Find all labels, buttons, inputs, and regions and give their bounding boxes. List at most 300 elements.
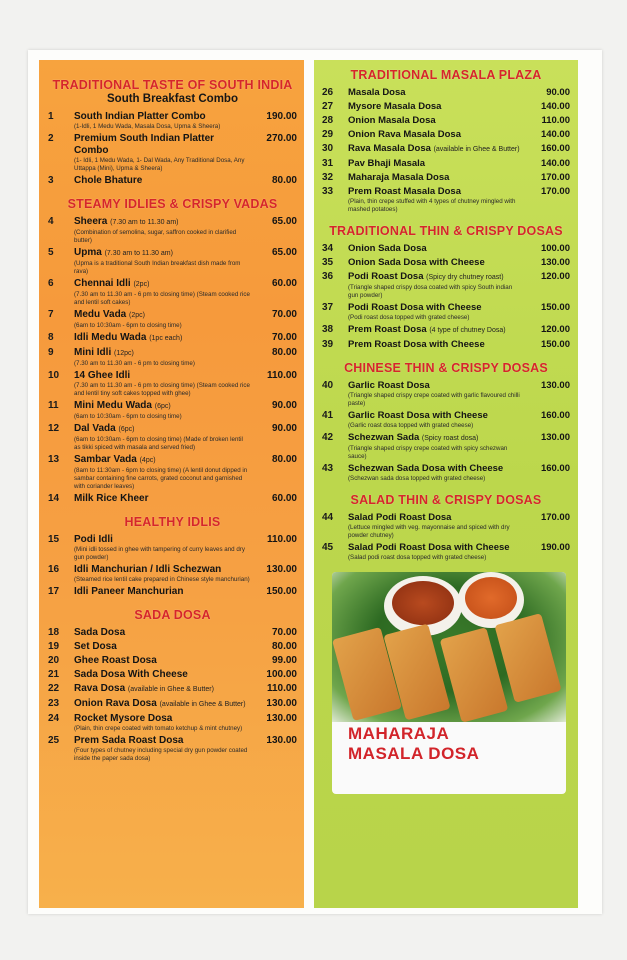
section-title: TRADITIONAL TASTE OF SOUTH INDIA: [52, 78, 293, 92]
item-name-line: [348, 115, 524, 127]
menu-item: [48, 493, 297, 505]
item-name: Chole Bhature: [74, 175, 143, 186]
item-name-line: [74, 627, 251, 639]
item-price: 80.00: [271, 454, 297, 465]
menu-item: [48, 216, 297, 245]
item-description: (Four types of chutney including special dry gun powder coated inside the paper sada dosa): [74, 747, 248, 762]
item-body: [348, 257, 524, 269]
item-number: 9: [48, 347, 54, 358]
item-body: [74, 627, 251, 639]
item-number: 41: [322, 410, 334, 421]
item-name: Sada Dosa: [74, 627, 126, 638]
item-name-line: [74, 454, 251, 467]
item-price: 130.00: [540, 257, 570, 268]
item-price: 70.00: [271, 309, 297, 320]
menu-item: [48, 247, 297, 276]
item-price: 60.00: [271, 493, 297, 504]
item-price: 110.00: [266, 370, 297, 381]
item-name-line: [74, 683, 251, 696]
item-name: Maharaja Masala Dosa: [348, 172, 450, 183]
item-name: Salad Podi Roast Dosa with Cheese: [348, 542, 510, 553]
item-body: [348, 243, 524, 255]
section-gap: [322, 216, 570, 224]
item-name: Podi Roast Dosa with Cheese: [348, 302, 482, 313]
item-description: (1- Idli, 1 Medu Wada, 1- Dal Wada, Any Traditional Dosa, Any Uttappa (Mini), Upma & Sheera): [74, 157, 245, 172]
sauce-left: [392, 581, 454, 625]
item-number: 30: [322, 143, 334, 154]
item-name: Ghee Roast Dosa: [74, 655, 157, 666]
item-tag: (7.30 am to 11.30 am): [104, 250, 173, 257]
item-description: (6am to 10:30am - 6pm to closing time) (Made of broken lentil as tikki spiced with masala and served fried): [74, 436, 243, 451]
item-number: 31: [322, 158, 334, 169]
sauce-right: [465, 577, 517, 619]
menu-item: [322, 339, 570, 351]
item-name: Onion Rava Dosa: [74, 698, 157, 709]
item-name: Prem Sada Roast Dosa: [74, 735, 184, 746]
item-number: 24: [48, 713, 60, 724]
item-body: [74, 423, 251, 452]
item-name-line: [74, 111, 251, 123]
item-name-line: [348, 542, 524, 554]
item-number: 5: [48, 247, 54, 258]
menu-item: [48, 586, 297, 598]
item-tag: (7.30 am to 11.30 am): [110, 219, 179, 226]
item-name: Schezwan Sada Dosa with Cheese: [348, 463, 504, 474]
item-number: 28: [322, 115, 334, 126]
item-name-line: [74, 735, 251, 747]
menu-item: [322, 380, 570, 408]
item-tag: (available in Ghee & Butter): [433, 146, 520, 153]
item-body: [74, 655, 251, 667]
menu-item: [48, 564, 297, 584]
item-body: [74, 216, 251, 245]
item-body: [348, 129, 524, 141]
item-number: 40: [322, 380, 334, 391]
item-price: 130.00: [266, 698, 297, 709]
item-body: [348, 339, 524, 351]
item-number: 14: [48, 493, 60, 504]
item-name: Pav Bhaji Masala: [348, 158, 426, 169]
item-name-line: [348, 101, 524, 113]
photo-caption-line1: MAHARAJA: [348, 724, 450, 743]
item-body: [348, 158, 524, 170]
item-body: [348, 302, 524, 322]
section-title: SADA DOSA: [134, 608, 211, 622]
item-number: 17: [48, 586, 60, 597]
item-name-line: [74, 423, 251, 436]
item-name: Mysore Masala Dosa: [348, 101, 442, 112]
item-description: (6am to 10:30am - 6pm to closing time): [74, 413, 182, 420]
menu-item: [48, 175, 297, 187]
section-title: TRADITIONAL THIN & CRISPY DOSAS: [329, 224, 563, 238]
item-name-line: [74, 669, 251, 681]
item-price: 130.00: [266, 735, 297, 746]
menu-item: [322, 432, 570, 461]
item-tag: (12pc): [114, 350, 134, 357]
item-name-line: [348, 512, 524, 524]
item-number: 25: [48, 735, 60, 746]
item-number: 27: [322, 101, 334, 112]
item-name-line: [348, 172, 524, 184]
item-name-line: [348, 186, 524, 198]
item-price: 130.00: [266, 713, 297, 724]
item-name-line: [348, 243, 524, 255]
item-number: 37: [322, 302, 334, 313]
item-tag: (Spicy dry chutney roast): [426, 274, 504, 281]
item-number: 18: [48, 627, 60, 638]
item-body: [74, 347, 251, 368]
item-price: 90.00: [546, 87, 570, 98]
item-name-line: [348, 129, 524, 141]
item-name: Idli Manchurian / Idli Schezwan: [74, 564, 222, 575]
item-name-line: [348, 158, 524, 170]
section-gap: [48, 507, 297, 515]
item-number: 26: [322, 87, 334, 98]
menu-item: [322, 463, 570, 483]
item-name-line: [348, 324, 524, 337]
item-body: [348, 87, 524, 99]
item-body: [74, 534, 251, 562]
item-description: (Upma is a traditional South Indian breakfast dish made from rava): [74, 260, 241, 275]
item-price: 190.00: [266, 111, 297, 122]
item-name-line: [348, 143, 524, 156]
item-number: 2: [48, 133, 54, 144]
item-price: 110.00: [541, 115, 570, 126]
item-price: 140.00: [540, 158, 570, 169]
item-name: Salad Podi Roast Dosa: [348, 512, 452, 523]
item-name-line: [348, 302, 524, 314]
item-name-line: [74, 216, 251, 229]
item-description: (Triangle shaped crispy dosa coated with spicy South indian gun powder): [348, 284, 513, 299]
item-name: Onion Rava Masala Dosa: [348, 129, 461, 140]
section-gap: [48, 600, 297, 608]
item-body: [74, 370, 251, 398]
item-name: Idli Paneer Manchurian: [74, 586, 184, 597]
item-body: [348, 186, 524, 214]
item-number: 3: [48, 175, 54, 186]
item-name: Sambar Vada: [74, 454, 137, 465]
item-body: [348, 115, 524, 127]
item-price: 150.00: [540, 302, 570, 313]
menu-item: [48, 332, 297, 345]
right-menu-panel: [314, 60, 578, 908]
item-name-line: [348, 410, 524, 422]
menu-item: [48, 111, 297, 131]
section-gap: [322, 485, 570, 493]
item-price: 120.00: [540, 271, 570, 282]
item-name-line: [74, 347, 251, 360]
item-name-line: [74, 400, 251, 413]
menu-item: [322, 271, 570, 300]
item-body: [74, 278, 251, 307]
menu-item: [48, 400, 297, 421]
item-name-line: [74, 370, 251, 382]
item-name: Garlic Roast Dosa: [348, 380, 430, 391]
item-name-line: [74, 534, 251, 546]
item-body: [348, 172, 524, 184]
item-price: 190.00: [540, 542, 570, 553]
item-tag: (1pc each): [149, 335, 183, 342]
menu-item: [322, 115, 570, 127]
section-title: TRADITIONAL MASALA PLAZA: [350, 68, 542, 82]
item-description: (Podi roast dosa topped with grated cheese): [348, 314, 470, 321]
menu-item: [48, 669, 297, 681]
item-price: 270.00: [266, 133, 297, 144]
left-menu-panel: [39, 60, 304, 908]
photo-caption-line2: MASALA DOSA: [348, 744, 480, 763]
item-price: 170.00: [540, 172, 570, 183]
item-description: (Steamed rice lentil cake prepared in Chinese style manchurian): [74, 576, 250, 583]
item-name: Podi Roast Dosa: [348, 271, 424, 282]
item-name-line: [74, 309, 251, 322]
menu-item: [322, 257, 570, 269]
item-number: 12: [48, 423, 60, 434]
item-body: [74, 332, 251, 345]
menu-item: [322, 101, 570, 113]
item-price: 100.00: [540, 243, 570, 254]
item-price: 60.00: [271, 278, 297, 289]
item-number: 35: [322, 257, 334, 268]
item-number: 23: [48, 698, 60, 709]
section-gap: [48, 189, 297, 197]
item-name: Schezwan Sada: [348, 432, 420, 443]
item-price: 70.00: [271, 332, 297, 343]
item-name-line: [348, 463, 524, 475]
section-title: SALAD THIN & CRISPY DOSAS: [350, 493, 542, 507]
menu-item: [48, 627, 297, 639]
menu-item: [322, 410, 570, 430]
item-price: 150.00: [266, 586, 297, 597]
item-price: 80.00: [271, 175, 297, 186]
section-title: STEAMY IDLIES & CRISPY VADAS: [67, 197, 278, 211]
item-name-line: [348, 87, 524, 99]
item-body: [74, 735, 251, 763]
item-tag: (Spicy roast dosa): [421, 435, 479, 442]
item-name: Set Dosa: [74, 641, 117, 652]
item-body: [74, 641, 251, 653]
item-price: 70.00: [271, 627, 297, 638]
item-body: [74, 683, 251, 696]
item-description: (7.30 am to 11.30 am - 6 pm to closing time) (Steam cooked rice and lentil tiny soft cakes topped with ghee): [74, 382, 250, 397]
item-price: 120.00: [540, 324, 570, 335]
item-name: Milk Rice Kheer: [74, 493, 149, 504]
item-number: 33: [322, 186, 334, 197]
menu-item: [48, 309, 297, 330]
item-price: 110.00: [266, 534, 297, 545]
item-name-line: [74, 133, 251, 157]
item-name: Upma: [74, 247, 102, 258]
menu-item: [48, 278, 297, 307]
item-name-line: [74, 247, 251, 260]
menu-item: [322, 512, 570, 540]
menu-item: [48, 641, 297, 653]
item-body: [74, 669, 251, 681]
item-description: (1-Idli, 1 Medu Wada, Masala Dosa, Upma & Sheera): [74, 123, 221, 130]
item-name: Sada Dosa With Cheese: [74, 669, 188, 680]
item-tag: (available in Ghee & Butter): [159, 701, 246, 708]
item-name: Masala Dosa: [348, 87, 406, 98]
item-name-line: [348, 257, 524, 269]
item-price: 90.00: [271, 423, 297, 434]
item-name-line: [348, 271, 524, 284]
item-body: [74, 400, 251, 421]
item-description: (Triangle shaped crispy crepe coated with spicy schezwan sauce): [348, 445, 508, 460]
item-description: (Mini idli tossed in ghee with tampering of curry leaves and dry gun powder): [74, 546, 245, 561]
item-description: (Combination of semolina, sugar, saffron cooked in clarified butter): [74, 229, 237, 244]
item-body: [74, 454, 251, 491]
item-name-line: [348, 432, 524, 445]
item-price: 90.00: [271, 400, 297, 411]
item-description: (Triangle shaped crispy crepe coated with garlic flavoured chilli paste): [348, 392, 520, 407]
item-number: 38: [322, 324, 334, 335]
item-body: [348, 101, 524, 113]
item-price: 65.00: [271, 216, 297, 227]
item-number: 29: [322, 129, 334, 140]
item-price: 80.00: [271, 641, 297, 652]
item-number: 8: [48, 332, 54, 343]
item-number: 15: [48, 534, 60, 545]
item-name-line: [74, 175, 251, 187]
item-number: 34: [322, 243, 334, 254]
item-description: (Lettuce mingled with veg. mayonnaise and spiced with dry powder chutney): [348, 524, 510, 539]
item-name: Idli Medu Wada: [74, 332, 147, 343]
item-price: 170.00: [540, 186, 570, 197]
item-number: 11: [48, 400, 59, 411]
item-number: 19: [48, 641, 60, 652]
item-name-line: [74, 278, 251, 291]
menu-item: [322, 143, 570, 156]
item-price: 140.00: [540, 129, 570, 140]
item-number: 13: [48, 454, 60, 465]
item-body: [348, 542, 524, 562]
menu-item: [48, 683, 297, 696]
item-name-line: [74, 713, 251, 725]
item-body: [348, 410, 524, 430]
item-name-line: [74, 332, 251, 345]
menu-item: [48, 698, 297, 711]
item-body: [348, 143, 524, 156]
item-number: 10: [48, 370, 60, 381]
item-number: 32: [322, 172, 334, 183]
item-price: 130.00: [540, 380, 570, 391]
item-number: 7: [48, 309, 54, 320]
menu-item: [48, 713, 297, 733]
item-number: 20: [48, 655, 60, 666]
item-body: [74, 175, 251, 187]
item-name: South Indian Platter Combo: [74, 111, 206, 122]
item-body: [348, 380, 524, 408]
item-price: 160.00: [540, 463, 570, 474]
item-tag: (4 type of chutney Dosa): [429, 327, 506, 334]
item-price: 65.00: [271, 247, 297, 258]
section-title: CHINESE THIN & CRISPY DOSAS: [344, 361, 548, 375]
item-body: [74, 713, 251, 733]
item-tag: (6pc): [154, 403, 171, 410]
item-name: Prem Roast Dosa with Cheese: [348, 339, 485, 350]
item-body: [74, 247, 251, 276]
item-price: 160.00: [540, 143, 570, 154]
item-body: [74, 586, 251, 598]
item-number: 16: [48, 564, 60, 575]
item-body: [74, 111, 251, 131]
item-number: 42: [322, 432, 334, 443]
menu-item: [322, 186, 570, 214]
item-name: Dal Vada: [74, 423, 116, 434]
item-name: Rava Dosa: [74, 683, 126, 694]
item-price: 160.00: [540, 410, 570, 421]
item-description: (6am to 10:30am - 6pm to closing time): [74, 322, 182, 329]
item-number: 1: [48, 111, 54, 122]
menu-item: [48, 534, 297, 562]
item-body: [74, 133, 251, 173]
item-name: Onion Sada Dosa with Cheese: [348, 257, 485, 268]
menu-item: [48, 347, 297, 368]
menu-item: [322, 87, 570, 99]
item-name: Rocket Mysore Dosa: [74, 713, 173, 724]
item-number: 22: [48, 683, 60, 694]
menu-item: [322, 243, 570, 255]
item-price: 130.00: [266, 564, 297, 575]
item-description: (Plain, thin crepe stuffed with 4 types of chutney mingled with mashed potatoes): [348, 198, 516, 213]
section-title: HEALTHY IDLIS: [124, 515, 221, 529]
item-name: Mini Medu Wada: [74, 400, 152, 411]
item-body: [348, 432, 524, 461]
item-price: 110.00: [266, 683, 297, 694]
item-body: [74, 698, 251, 711]
item-description: (Salad podi roast dosa topped with grated cheese): [348, 554, 487, 561]
item-name: Garlic Roast Dosa with Cheese: [348, 410, 488, 421]
item-name-line: [348, 380, 524, 392]
item-name-line: [74, 641, 251, 653]
item-price: 99.00: [271, 655, 297, 666]
section-subtitle: South Breakfast Combo: [107, 93, 238, 105]
item-description: (7.30 am to 11.30 am - 6 pm to closing time) (Steam cooked rice and lentil soft cakes): [74, 291, 250, 306]
item-name-line: [74, 586, 251, 598]
menu-item: [322, 129, 570, 141]
menu-item: [322, 324, 570, 337]
menu-item: [322, 542, 570, 562]
item-name: Mini Idli: [74, 347, 112, 358]
item-name-line: [74, 698, 251, 711]
item-name: Chennai Idli: [74, 278, 131, 289]
item-name-line: [74, 493, 251, 505]
item-price: 100.00: [266, 669, 297, 680]
item-name: Onion Sada Dosa: [348, 243, 427, 254]
item-name: Onion Masala Dosa: [348, 115, 436, 126]
item-number: 43: [322, 463, 334, 474]
photo-caption: [348, 724, 479, 764]
item-number: 45: [322, 542, 334, 553]
item-body: [74, 309, 251, 330]
item-description: (8am to 11:30am - 6pm to closing time) (A lentil donut dipped in sambar containing fine carrots, grated coconut and garnished with coriander leaves): [74, 467, 248, 490]
item-name: Rava Masala Dosa: [348, 143, 431, 154]
item-body: [348, 271, 524, 300]
item-body: [348, 512, 524, 540]
menu-item: [322, 302, 570, 322]
item-name-line: [74, 655, 251, 667]
menu-item: [48, 454, 297, 491]
item-tag: (6pc): [118, 426, 135, 433]
item-price: 170.00: [540, 512, 570, 523]
item-name: Sheera: [74, 216, 108, 227]
item-tag: (2pc): [133, 281, 150, 288]
item-name: Podi Idli: [74, 534, 113, 545]
item-name: Prem Roast Masala Dosa: [348, 186, 461, 197]
menu-item: [48, 735, 297, 763]
item-description: (7.30 am to 11.30 am - 6 pm to closing time): [74, 360, 195, 367]
item-name: Premium South Indian Platter Combo: [74, 133, 215, 156]
item-price: 130.00: [540, 432, 570, 443]
